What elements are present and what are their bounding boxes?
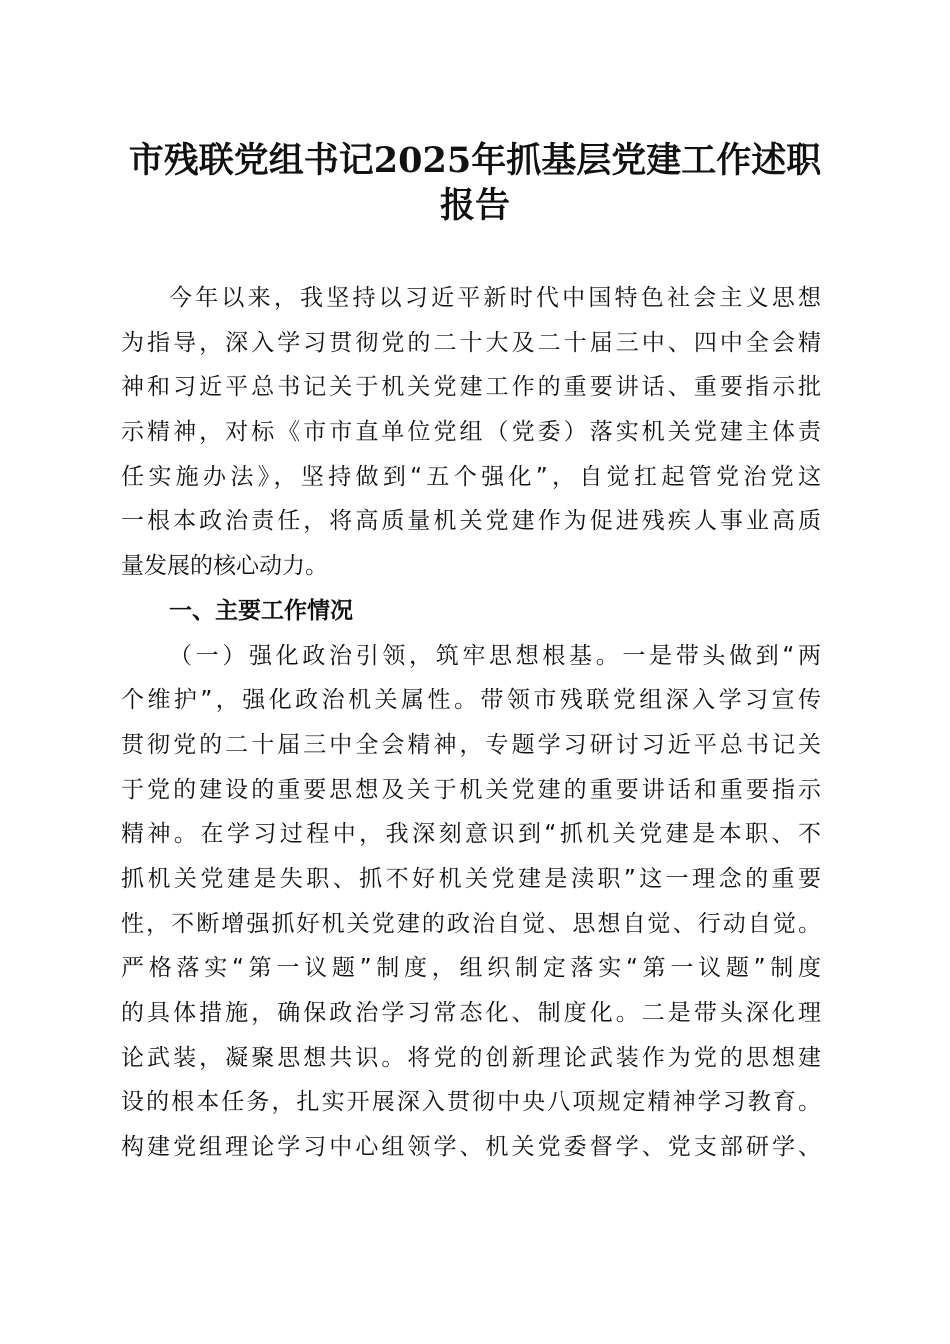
paragraph-line: 构建党组理论学习中心组领学、机关党委督学、党支部研学、 xyxy=(121,1134,821,1161)
paragraph-line: 一根本政治责任，将高质量机关党建作为促进残疾人事业高质 xyxy=(121,508,821,535)
paragraph-line: 的具体措施，确保政治学习常态化、制度化。二是带头深化理 xyxy=(121,1000,821,1026)
title-line: 市残联党组书记2025年抓基层党建工作述职 xyxy=(128,140,822,181)
paragraph-line: 示精神，对标《市市直单位党组（党委）落实机关党建主体责 xyxy=(121,419,821,446)
paragraph-line: 论武装，凝聚思想共识。将党的创新理论武装作为党的思想建 xyxy=(121,1044,821,1071)
title-line: 报告 xyxy=(439,185,510,226)
paragraph-line: 为指导，深入学习贯彻党的二十大及二十届三中、四中全会精 xyxy=(121,329,821,356)
paragraph-line: 任实施办法》，坚持做到“五个强化”，自觉扛起管党治党这 xyxy=(121,463,821,490)
paragraph-line: 设的根本任务，扎实开展深入贯彻中央八项规定精神学习教育。 xyxy=(121,1089,821,1116)
paragraph-line: 抓机关党建是失职、抓不好机关党建是渎职”这一理念的重要 xyxy=(121,865,821,892)
paragraph-line: （一）强化政治引领，筑牢思想根基。一是带头做到“两 xyxy=(169,642,821,669)
paragraph-line: 性，不断增强抓好机关党建的政治自觉、思想自觉、行动自觉。 xyxy=(121,910,821,937)
paragraph-line: 量发展的核心动力。 xyxy=(121,553,328,580)
section-heading: 一、主要工作情况 xyxy=(169,597,353,624)
paragraph-line: 精神。在学习过程中，我深刻意识到“抓机关党建是本职、不 xyxy=(121,821,821,848)
paragraph-line: 神和习近平总书记关于机关党建工作的重要讲话、重要指示批 xyxy=(121,374,821,401)
paragraph-line: 贯彻党的二十届三中全会精神，专题学习研讨习近平总书记关 xyxy=(121,731,821,758)
paragraph-line: 今年以来，我坚持以习近平新时代中国特色社会主义思想 xyxy=(169,285,821,311)
document-title xyxy=(0,138,950,228)
paragraph-line: 于党的建设的重要思想及关于机关党建的重要讲话和重要指示 xyxy=(121,776,821,803)
document-body xyxy=(121,276,821,1170)
paragraph-line: 严格落实“第一议题”制度，组织制定落实“第一议题”制度 xyxy=(121,955,821,982)
paragraph-line: 个维护”，强化政治机关属性。带领市残联党组深入学习宣传 xyxy=(121,687,821,714)
